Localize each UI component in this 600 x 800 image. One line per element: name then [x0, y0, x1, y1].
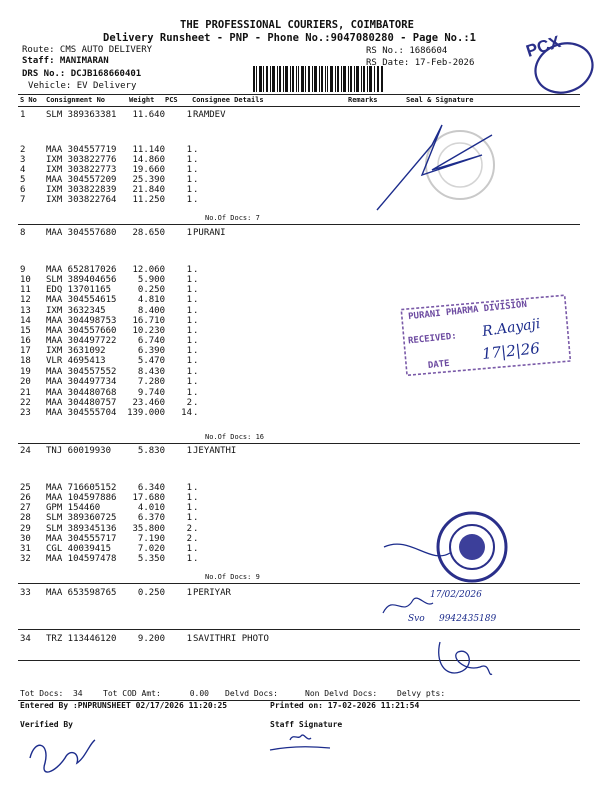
rs-date: RS Date: 17-Feb-2026	[366, 58, 475, 68]
consignment-cell: MAA 104597478	[46, 554, 117, 564]
savithri-signature	[430, 632, 500, 687]
rs-number: RS No.: 1686604	[366, 46, 448, 56]
weight-cell: 8.430	[137, 367, 165, 377]
pcs-cell: 1	[186, 265, 192, 275]
consignment-cell: EDQ 13701165	[46, 285, 112, 295]
sno-cell: 3	[20, 155, 26, 165]
sno-cell: 9	[20, 265, 26, 275]
consignment-cell: TRZ 113446120	[46, 634, 117, 644]
sno-cell: 14	[20, 316, 31, 326]
sno-cell: 16	[20, 336, 31, 346]
consignee-cell: .	[193, 554, 199, 564]
delvy-pts: Delvy pts:	[397, 689, 446, 698]
sno-cell: 20	[20, 377, 31, 387]
consignee-cell: .	[193, 524, 199, 534]
sno-cell: 11	[20, 285, 31, 295]
consignee-cell: .	[193, 285, 199, 295]
consignee-cell: .	[193, 326, 199, 336]
weight-cell: 6.340	[137, 483, 165, 493]
sno-cell: 7	[20, 195, 26, 205]
consignment-cell: MAA 304555717	[46, 534, 117, 544]
consignee-cell: .	[193, 483, 199, 493]
consignee-cell: .	[193, 544, 199, 554]
sno-cell: 1	[20, 110, 26, 120]
consignment-cell: IXM 3632345	[46, 306, 106, 316]
consignment-cell: MAA 304480768	[46, 388, 117, 398]
consignee-cell: .	[193, 367, 199, 377]
col-consignment: Consignment No	[46, 96, 106, 104]
route-label: Route: CMS AUTO DELIVERY	[22, 45, 153, 55]
weight-cell: 12.060	[132, 265, 165, 275]
consignment-cell: GPM 154460	[46, 503, 101, 513]
group-total: No.Of Docs: 9	[205, 573, 260, 581]
sno-cell: 34	[20, 634, 31, 644]
sno-cell: 10	[20, 275, 31, 285]
consignment-cell: MAA 304498753	[46, 316, 117, 326]
sno-cell: 23	[20, 408, 31, 418]
consignee-cell: .	[193, 346, 199, 356]
consignee-cell: .	[193, 195, 199, 205]
weight-cell: 21.840	[132, 185, 165, 195]
tot-docs: Tot Docs: 34	[20, 689, 83, 698]
consignee-cell: .	[193, 185, 199, 195]
weight-cell: 5.900	[137, 275, 165, 285]
verified-signature	[25, 728, 105, 783]
weight-cell: 7.020	[137, 544, 165, 554]
pcs-cell: 1	[186, 388, 192, 398]
weight-cell: 11.140	[132, 145, 165, 155]
sno-cell: 17	[20, 346, 31, 356]
consignment-cell: MAA 304554615	[46, 295, 117, 305]
pcs-cell: 1	[186, 316, 192, 326]
pcs-cell: 1	[186, 634, 192, 644]
consignment-cell: IXM 303822776	[46, 155, 117, 165]
pcs-cell: 1	[186, 165, 192, 175]
consignment-cell: MAA 304557209	[46, 175, 117, 185]
sno-cell: 15	[20, 326, 31, 336]
delvd-docs: Delvd Docs:	[225, 689, 278, 698]
consignment-cell: MAA 304497734	[46, 377, 117, 387]
consignee-cell: .	[193, 275, 199, 285]
pcs-cell: 1	[186, 493, 192, 503]
pcs-cell: 2	[186, 524, 192, 534]
periyar-signature: 17/02/2026 Svo 9942435189	[378, 588, 578, 633]
table-row	[0, 446, 600, 457]
pcs-cell: 1	[186, 185, 192, 195]
sno-cell: 25	[20, 483, 31, 493]
sno-cell: 28	[20, 513, 31, 523]
weight-cell: 9.740	[137, 388, 165, 398]
consignment-cell: TNJ 60019930	[46, 446, 112, 456]
table-row	[0, 110, 600, 121]
col-remarks: Remarks	[348, 96, 378, 104]
weight-cell: 5.470	[137, 356, 165, 366]
group-total: No.Of Docs: 16	[205, 433, 265, 441]
col-sno: S No	[20, 96, 37, 104]
pcs-cell: 1	[186, 336, 192, 346]
pcs-cell: 2	[186, 534, 192, 544]
consignee-cell: .	[193, 145, 199, 155]
sno-cell: 19	[20, 367, 31, 377]
consignee-cell: .	[193, 165, 199, 175]
weight-cell: 139.000	[127, 408, 165, 418]
consignee-cell: .	[193, 175, 199, 185]
pcs-cell: 1	[186, 295, 192, 305]
consignee-cell: PURANI	[193, 228, 226, 238]
pcs-cell: 14	[181, 408, 192, 418]
pcs-cell: 1	[186, 228, 192, 238]
consignment-cell: MAA 304555704	[46, 408, 117, 418]
consignee-cell: .	[193, 316, 199, 326]
pcs-cell: 1	[186, 306, 192, 316]
pcs-cell: 2	[186, 398, 192, 408]
pcs-cell: 1	[186, 110, 192, 120]
ramdev-signature	[372, 115, 502, 215]
weight-cell: 16.710	[132, 316, 165, 326]
pcs-cell: 1	[186, 155, 192, 165]
consignee-cell: .	[193, 513, 199, 523]
barcode	[234, 47, 364, 73]
consignment-cell: MAA 304557660	[46, 326, 117, 336]
table-row	[0, 408, 600, 419]
table-row	[0, 195, 600, 206]
consignment-cell: MAA 304557719	[46, 145, 117, 155]
pcx-logo: PCX	[512, 20, 578, 78]
pcs-cell: 1	[186, 513, 192, 523]
group-total: No.Of Docs: 7	[205, 214, 260, 222]
pcs-cell: 1	[186, 356, 192, 366]
weight-cell: 9.200	[137, 634, 165, 644]
staff-label: Staff: MANIMARAN	[22, 56, 109, 66]
col-seal: Seal & Signature	[406, 96, 474, 104]
sno-cell: 4	[20, 165, 26, 175]
weight-cell: 4.810	[137, 295, 165, 305]
consignment-cell: SLM 389360725	[46, 513, 117, 523]
sno-cell: 5	[20, 175, 26, 185]
sno-cell: 22	[20, 398, 31, 408]
sno-cell: 31	[20, 544, 31, 554]
col-pcs: PCS	[165, 96, 178, 104]
consignee-cell: .	[193, 388, 199, 398]
consignment-cell: SLM 389345136	[46, 524, 117, 534]
consignment-cell: IXM 3631092	[46, 346, 106, 356]
sno-cell: 24	[20, 446, 31, 456]
consignee-cell: JEYANTHI	[193, 446, 237, 456]
sno-cell: 8	[20, 228, 26, 238]
weight-cell: 10.230	[132, 326, 165, 336]
consignee-cell: .	[193, 155, 199, 165]
staff-signature-mark	[265, 730, 335, 755]
weight-cell: 8.400	[137, 306, 165, 316]
weight-cell: 6.370	[137, 513, 165, 523]
sno-cell: 18	[20, 356, 31, 366]
consignee-cell: .	[193, 295, 199, 305]
sno-cell: 12	[20, 295, 31, 305]
sno-cell: 29	[20, 524, 31, 534]
consignment-cell: IXM 303822773	[46, 165, 117, 175]
consignment-cell: MAA 652817026	[46, 265, 117, 275]
table-row	[0, 634, 600, 645]
consignee-cell: .	[193, 503, 199, 513]
entered-by: Entered By :PNPRUNSHEET 02/17/2026 11:20:25	[20, 701, 228, 710]
pcs-cell: 1	[186, 377, 192, 387]
consignment-cell: VLR 4695413	[46, 356, 106, 366]
col-weight: Weight	[129, 96, 155, 104]
sno-cell: 30	[20, 534, 31, 544]
weight-cell: 0.250	[137, 588, 165, 598]
pcs-cell: 1	[186, 326, 192, 336]
weight-cell: 0.250	[137, 285, 165, 295]
consignee-cell: .	[193, 534, 199, 544]
consignment-cell: SLM 389404656	[46, 275, 117, 285]
consignment-cell: CGL 40039415	[46, 544, 112, 554]
weight-cell: 25.390	[132, 175, 165, 185]
staff-signature: Staff Signature	[270, 720, 343, 729]
table-row	[0, 228, 600, 239]
tot-cod: Tot COD Amt: 0.00	[103, 689, 209, 698]
consignee-cell: .	[193, 265, 199, 275]
weight-cell: 5.350	[137, 554, 165, 564]
weight-cell: 14.860	[132, 155, 165, 165]
company-name: THE PROFESSIONAL COURIERS, COIMBATORE	[180, 19, 414, 31]
pcs-cell: 1	[186, 275, 192, 285]
weight-cell: 28.650	[132, 228, 165, 238]
pcs-cell: 1	[186, 145, 192, 155]
pcs-cell: 1	[186, 483, 192, 493]
pcs-cell: 1	[186, 195, 192, 205]
consignment-cell: MAA 304557680	[46, 228, 117, 238]
sno-cell: 32	[20, 554, 31, 564]
pcs-cell: 1	[186, 346, 192, 356]
consignee-cell: .	[193, 408, 199, 418]
pcs-cell: 1	[186, 285, 192, 295]
sno-cell: 6	[20, 185, 26, 195]
consignment-cell: MAA 653598765	[46, 588, 117, 598]
consignment-cell: IXM 303822764	[46, 195, 117, 205]
printed-on: Printed on: 17-02-2026 11:21:54	[270, 701, 420, 710]
consignment-cell: MAA 304497722	[46, 336, 117, 346]
page-title: Delivery Runsheet - PNP - Phone No.:9047080280 - Page No.:1	[103, 32, 476, 44]
consignee-cell: RAMDEV	[193, 110, 226, 120]
consignment-cell: MAA 104597886	[46, 493, 117, 503]
verified-by: Verified By	[20, 720, 73, 729]
weight-cell: 6.740	[137, 336, 165, 346]
pcs-cell: 1	[186, 554, 192, 564]
consignee-cell: PERIYAR	[193, 588, 231, 598]
sno-cell: 2	[20, 145, 26, 155]
sno-cell: 33	[20, 588, 31, 598]
consignee-cell: .	[193, 398, 199, 408]
pcs-cell: 1	[186, 588, 192, 598]
sno-cell: 13	[20, 306, 31, 316]
consignee-cell: .	[193, 356, 199, 366]
purani-stamp: PURANI PHARMA DIVISION RECEIVED: R.Aayaji DATE 17|2|26	[398, 292, 580, 382]
weight-cell: 7.190	[137, 534, 165, 544]
col-consignee: Consignee Details	[192, 96, 264, 104]
weight-cell: 4.010	[137, 503, 165, 513]
consignee-cell: .	[193, 493, 199, 503]
pcs-cell: 1	[186, 446, 192, 456]
consignment-cell: IXM 303822839	[46, 185, 117, 195]
weight-cell: 11.250	[132, 195, 165, 205]
weight-cell: 6.390	[137, 346, 165, 356]
weight-cell: 5.830	[137, 446, 165, 456]
consignee-cell: .	[193, 336, 199, 346]
consignee-cell: SAVITHRI PHOTO	[193, 634, 269, 644]
sno-cell: 27	[20, 503, 31, 513]
weight-cell: 19.660	[132, 165, 165, 175]
pcs-cell: 1	[186, 367, 192, 377]
jeyanthi-stamp	[380, 505, 530, 585]
pcs-cell: 1	[186, 503, 192, 513]
vehicle-label: Vehicle: EV Delivery	[28, 81, 137, 91]
drs-number: DRS No.: DCJB168660401	[22, 69, 142, 79]
weight-cell: 35.800	[132, 524, 165, 534]
consignment-cell: MAA 304557552	[46, 367, 117, 377]
pcs-cell: 1	[186, 544, 192, 554]
consignment-cell: MAA 716605152	[46, 483, 117, 493]
weight-cell: 7.280	[137, 377, 165, 387]
sno-cell: 26	[20, 493, 31, 503]
non-delvd-docs: Non Delvd Docs:	[305, 689, 378, 698]
consignee-cell: .	[193, 306, 199, 316]
consignee-cell: .	[193, 377, 199, 387]
weight-cell: 17.680	[132, 493, 165, 503]
weight-cell: 23.460	[132, 398, 165, 408]
consignment-cell: MAA 304480757	[46, 398, 117, 408]
weight-cell: 11.640	[132, 110, 165, 120]
sno-cell: 21	[20, 388, 31, 398]
pcs-cell: 1	[186, 175, 192, 185]
consignment-cell: SLM 389363381	[46, 110, 117, 120]
